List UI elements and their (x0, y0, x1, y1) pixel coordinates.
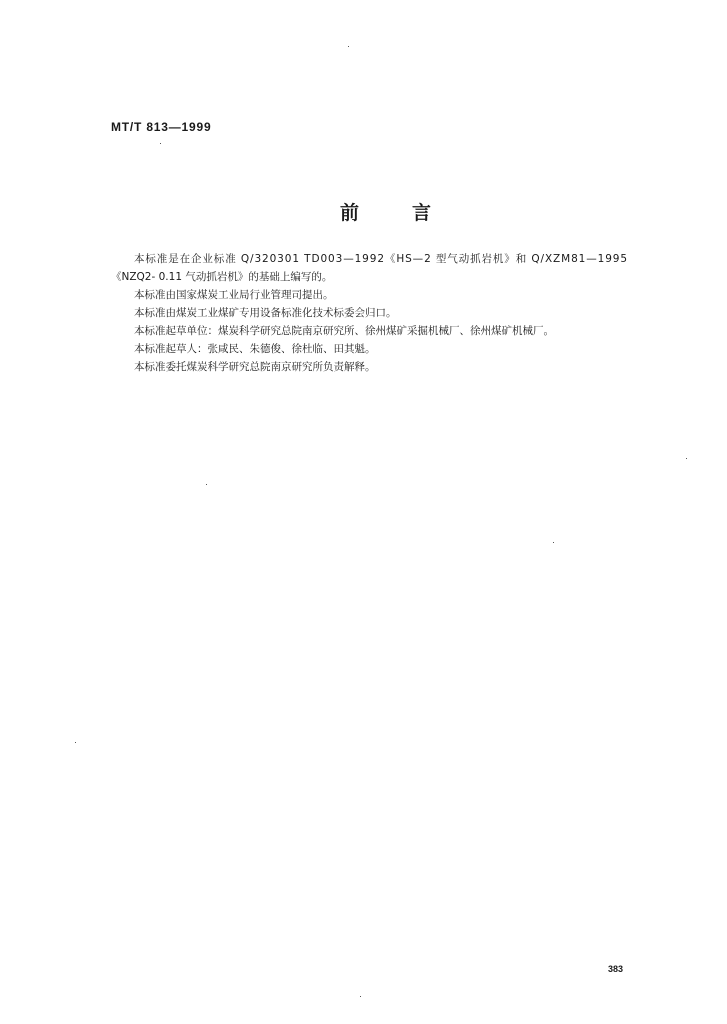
scan-speck (75, 742, 76, 743)
scan-speck (160, 143, 161, 144)
standard-code: MT/T 813—1999 (111, 120, 212, 134)
heading-char-2: 言 (412, 202, 432, 224)
scan-speck (206, 484, 207, 485)
preface-body (111, 250, 671, 376)
heading-char-1: 前 (340, 202, 360, 224)
page-number: 383 (608, 964, 624, 974)
preface-heading (340, 200, 450, 226)
scan-speck (686, 458, 687, 459)
paragraph-1-line-1: 本标准是在企业标准 Q/320301 TD003—1992《HS—2 型气动抓岩机》和 Q/XZM81—1995 (134, 253, 628, 265)
scan-speck (348, 46, 349, 47)
paragraph-1-line-2: 《NZQ2- 0.11 气动抓岩机》的基础上编写的。 (111, 271, 333, 283)
paragraph-6: 本标准委托煤炭科学研究总院南京研究所负责解释。 (134, 361, 376, 373)
paragraph-5: 本标准起草人：张咸民、朱德俊、徐杜临、田其魁。 (134, 343, 376, 355)
paragraph-4: 本标准起草单位：煤炭科学研究总院南京研究所、徐州煤矿采掘机械厂、徐州煤矿机械厂。 (134, 325, 554, 337)
scan-speck (553, 542, 554, 543)
paragraph-2: 本标准由国家煤炭工业局行业管理司提出。 (134, 289, 334, 301)
scan-speck (360, 996, 361, 997)
paragraph-3: 本标准由煤炭工业煤矿专用设备标准化技术标委会归口。 (134, 307, 397, 319)
